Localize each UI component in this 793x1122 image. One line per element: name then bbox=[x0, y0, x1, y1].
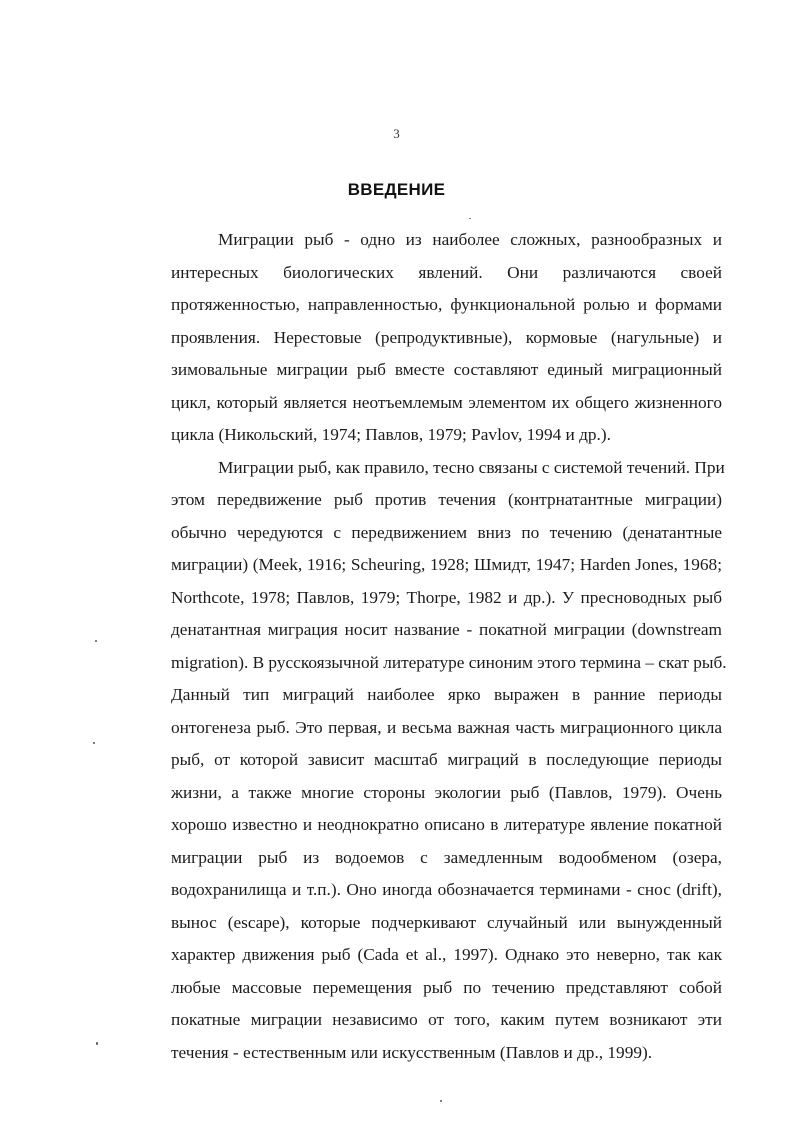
text-line: любые массовые перемещения рыб по течению представляют собой bbox=[171, 977, 722, 997]
scan-speck bbox=[93, 742, 95, 744]
text-line: Northcote, 1978; Павлов, 1979; Thorpe, 1982 и др.). У пресноводных рыб bbox=[171, 587, 722, 607]
text-line: миграции рыб из водоемов с замедленным водообменом (озера, bbox=[171, 847, 722, 867]
text-line: хорошо известно и неоднократно описано в литературе явление покатной bbox=[171, 815, 722, 834]
paragraph-2 bbox=[124, 452, 727, 1070]
text-line: интересных биологических явлений. Они различаются своей bbox=[171, 262, 722, 282]
page-number: 3 bbox=[393, 126, 400, 141]
text-line: зимовальные миграции рыб вместе составляют единый миграционный bbox=[171, 360, 722, 379]
text-line: migration). В русскоязычной литературе синоним этого термина – скат рыб. bbox=[171, 652, 727, 672]
text-line: обычно чередуются с передвижением вниз по течению (денатантные bbox=[171, 522, 722, 542]
text-line: покатные миграции независимо от того, каким путем возникают эти bbox=[171, 1010, 722, 1029]
paragraph-1 bbox=[124, 224, 722, 452]
body-text bbox=[124, 224, 727, 1069]
text-line: Данный тип миграций наиболее ярко выражен в ранние периоды bbox=[171, 685, 722, 704]
scan-speck bbox=[96, 1042, 98, 1045]
text-line: вынос (escape), которые подчеркивают случайный или вынужденный bbox=[171, 912, 722, 932]
text-line: проявления. Нерестовые (репродуктивные), кормовые (нагульные) и bbox=[171, 327, 722, 347]
text-line: Миграции рыб - одно из наиболее сложных, разнообразных и bbox=[218, 230, 722, 249]
text-line: рыб, от которой зависит масштаб миграций в последующие периоды bbox=[171, 750, 722, 769]
scan-speck bbox=[95, 640, 97, 642]
text-line: водохранилища и т.п.). Оно иногда обозначается терминами - снос (drift), bbox=[171, 880, 722, 899]
page-title: ВВЕДЕНИЕ bbox=[347, 180, 446, 199]
scan-speck bbox=[440, 1100, 442, 1102]
text-line: денатантная миграция носит название - покатной миграции (downstream bbox=[171, 620, 722, 639]
text-line: цикла (Никольский, 1974; Павлов, 1979; Pavlov, 1994 и др.). bbox=[171, 425, 611, 444]
text-line: течения - естественным или искусственным (Павлов и др., 1999). bbox=[171, 1042, 653, 1062]
text-line: характер движения рыб (Cada et al., 1997). Однако это неверно, так как bbox=[171, 945, 722, 964]
scan-speck bbox=[469, 218, 471, 219]
text-line: этом передвижение рыб против течения (контрнатантные миграции) bbox=[171, 490, 722, 509]
text-line: жизни, а также многие стороны экологии рыб (Павлов, 1979). Очень bbox=[171, 782, 722, 802]
text-line: онтогенеза рыб. Это первая, и весьма важная часть миграционного цикла bbox=[171, 717, 722, 737]
text-line: протяженностью, направленностью, функциональной ролью и формами bbox=[171, 295, 722, 314]
text-line: цикл, который является неотъемлемым элементом их общего жизненного bbox=[171, 392, 722, 412]
text-line: миграции) (Meek, 1916; Scheuring, 1928; Шмидт, 1947; Harden Jones, 1968; bbox=[171, 555, 722, 574]
text-line: Миграции рыб, как правило, тесно связаны с системой течений. При bbox=[218, 457, 725, 477]
